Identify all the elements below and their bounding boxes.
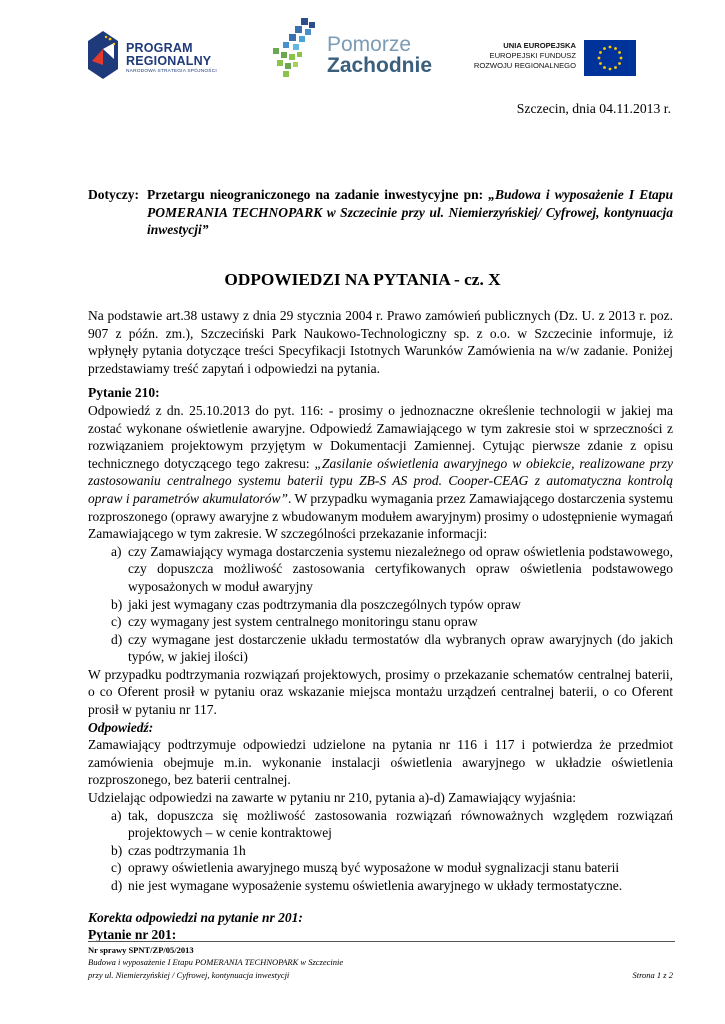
pomorze-zachodnie-text <box>327 35 432 77</box>
eu-line3: ROZWOJU REGIONALNEGO <box>473 61 576 70</box>
list-marker: c) <box>111 614 122 630</box>
footer-line-1: Budowa i wyposażenie I Etapu POMERANIA TECHNOPARK w Szczecinie <box>88 957 344 967</box>
program-regionalny-line1: PROGRAM <box>126 41 193 55</box>
question-210-quote: „Zasilanie oświetlenia awaryjnego w obiekcie, realizowane przy zastosowaniu centralnego systemu baterii typu ZB-S AS prod. Cooper-CEAG z automatyczna kontrolą opraw i parametrów akumulatorów” <box>88 455 673 506</box>
list-item-text: czas podtrzymania 1h <box>128 842 246 858</box>
question-210-title: Pytanie 210: <box>88 385 160 401</box>
program-regionalny-mark-icon <box>88 31 118 79</box>
list-item-text: tak, dopuszcza się możliwość zastosowania rozwiązań równoważnych względem rozwiązań projektowych – w cenie kontraktowej <box>128 807 673 841</box>
pomorze-zachodnie-line2: Zachodnie <box>327 54 433 77</box>
answer-paragraph-2: Udzielając odpowiedzi na zawarte w pytaniu nr 210, pytania a)-d) Zamawiający wyjaśnia: <box>88 790 577 806</box>
eu-star-icon <box>620 57 623 60</box>
eu-fund-logo <box>458 38 638 78</box>
eu-star-icon <box>614 47 617 50</box>
eu-star-icon <box>598 57 601 60</box>
list-marker: d) <box>111 878 123 893</box>
program-regionalny-line2: REGIONALNY <box>126 54 212 68</box>
list-item-text: czy wymagane jest dostarczenie układu termostatów dla wybranych opraw awaryjnych (do jakich typów, w jakiej ilości) <box>128 631 673 665</box>
subject-text <box>147 186 673 239</box>
pomorze-zachodnie-mark-icon <box>271 18 323 80</box>
pomorze-zachodnie-logo <box>271 18 431 80</box>
page-footer <box>88 941 675 981</box>
answer-paragraph-1: Zamawiający podtrzymuje odpowiedzi udzielone na pytania nr 116 i 117 i potwierdza że przedmiot zamówienia obejmuje m.in. wykonanie instalacji oświetlenia awaryjnego w układzie oświetlenia rozproszonego, bez baterii centralnej. <box>88 737 673 788</box>
list-marker: b) <box>111 596 123 612</box>
eu-star-icon <box>609 46 612 49</box>
program-regionalny-text <box>126 42 217 75</box>
page-number: Strona 1 z 2 <box>632 969 673 980</box>
question-210-list <box>88 543 673 666</box>
subject-label: Dotyczy: <box>88 187 139 202</box>
eu-star-icon <box>599 51 602 54</box>
answer-title: Odpowiedź: <box>88 719 154 735</box>
document-date: Szczecin, dnia 04.11.2013 r. <box>516 101 671 116</box>
program-regionalny-logo <box>88 31 238 83</box>
case-number: Nr sprawy SPNT/ZP/05/2013 <box>88 945 194 955</box>
question-210-paragraph <box>88 402 673 543</box>
eu-line1: UNIA EUROPEJSKA <box>503 41 576 50</box>
subject-plain: Przetargu nieograniczonego na zadanie inwestycyjne pn: <box>147 187 489 202</box>
subject-investment-name: „Budowa i wyposażenie I Etapu POMERANIA TECHNOPARK w Szczecinie przy ul. Niemierzyńskiej/ Cyfrowej, kontynuacja inwestycji” <box>147 187 673 238</box>
list-item-text: oprawy oświetlenia awaryjnego muszą być wyposażone w moduł sygnalizacji stanu baterii <box>128 860 620 876</box>
list-item <box>88 631 673 666</box>
list-item-text: czy Zamawiający wymaga dostarczenia systemu niezależnego od opraw oświetlenia podstawowego, czy dopuszcza możliwość zastosowania certyfikowanych opraw oświetlenia podstawowego wyposażonych w moduł awaryjny <box>128 543 673 594</box>
list-marker: a) <box>111 543 122 559</box>
pomorze-zachodnie-line1: Pomorze <box>327 33 412 56</box>
eu-star-icon <box>618 62 621 65</box>
footer-line-2: przy ul. Niemierzyńskiej / Cyfrowej, kontynuacja inwestycji <box>88 969 290 980</box>
list-marker: d) <box>111 631 123 647</box>
list-item-text: czy wymagany jest system centralnego monitoringu stanu opraw <box>128 614 478 630</box>
eu-star-icon <box>603 66 606 69</box>
list-item <box>88 807 673 842</box>
eu-star-icon <box>618 51 621 54</box>
intro-paragraph: Na podstawie art.38 ustawy z dnia 29 stycznia 2004 r. Prawo zamówień publicznych (Dz. U. z 2013 r. poz. 907 z późn. zm.), Szczeciński Park Naukowo-Technologiczny sp. z o.o. w Szczecinie informuje, iż wpłynęły pytania dotyczące treści Specyfikacji Istotnych Warunków Zamówienia na w/w zadanie. Poniżej przedstawiamy treść zapytań i odpowiedzi na pytania. <box>88 308 673 376</box>
list-item-text: nie jest wymagane wyposażenie systemu oświetlenia awaryjnego w układy termostatyczne. <box>128 878 623 893</box>
eu-star-icon <box>609 68 612 71</box>
eu-fund-text <box>474 41 576 71</box>
list-item <box>88 543 673 596</box>
document-heading: ODPOWIEDZI NA PYTANIA - cz. X <box>224 270 501 289</box>
answer-list <box>88 807 673 895</box>
eu-star-icon <box>603 47 606 50</box>
list-item-text: jaki jest wymagany czas podtrzymania dla poszczególnych typów opraw <box>128 596 521 612</box>
question-210-paragraph-2: W przypadku podtrzymania rozwiązań projektowych, prosimy o przekazanie schematów centralnej baterii, o co Oferent prosił w pytaniu oraz wskazanie miejsca montażu urządzeń centralnej baterii, o co Oferent prosił w pytaniu nr 117. <box>88 666 673 718</box>
list-item <box>88 842 673 860</box>
eu-star-icon <box>614 66 617 69</box>
eu-star-icon <box>599 62 602 65</box>
list-item <box>88 859 673 877</box>
question-210-text-a: Odpowiedź z dn. 25.10.2013 do pyt. 116: - prosimy o jednoznaczne określenie technologii w jakiej ma zostać wykonane oświetlenie awaryjne. Odpowiedź Zamawiającego w tym zakresie stoi w sprzeczności z rozwiązaniem projektowym przyjętym w Dokumentacji Zamiennej. Cytując pierwsze zdanie z opisu technicznego dotyczącego tego zakresu: <box>88 402 673 471</box>
list-item <box>88 613 673 631</box>
list-marker: a) <box>111 807 122 823</box>
subject-block <box>88 186 673 239</box>
korekta-title: Korekta odpowiedzi na pytanie nr 201: <box>88 909 303 925</box>
list-item <box>88 596 673 614</box>
eu-line2: EUROPEJSKI FUNDUSZ <box>489 51 576 60</box>
question-210-text-b: . W przypadku wymagania przez Zamawiającego dostarczenia systemu rozproszonego (oprawy awaryjne z wbudowanym modułem awaryjnym) prosimy o udostępnienie wymagań Zamawiającego w tym zakresie. W szczególności przekazanie informacji: <box>88 490 674 542</box>
document-body <box>88 307 673 944</box>
list-marker: b) <box>111 842 123 858</box>
korekta-subtitle: Pytanie nr 201: <box>88 927 177 943</box>
eu-flag-icon <box>584 40 636 76</box>
list-marker: c) <box>111 860 122 876</box>
list-item <box>88 877 673 895</box>
program-regionalny-tagline: NARODOWA STRATEGIA SPÓJNOŚCI <box>126 69 217 74</box>
